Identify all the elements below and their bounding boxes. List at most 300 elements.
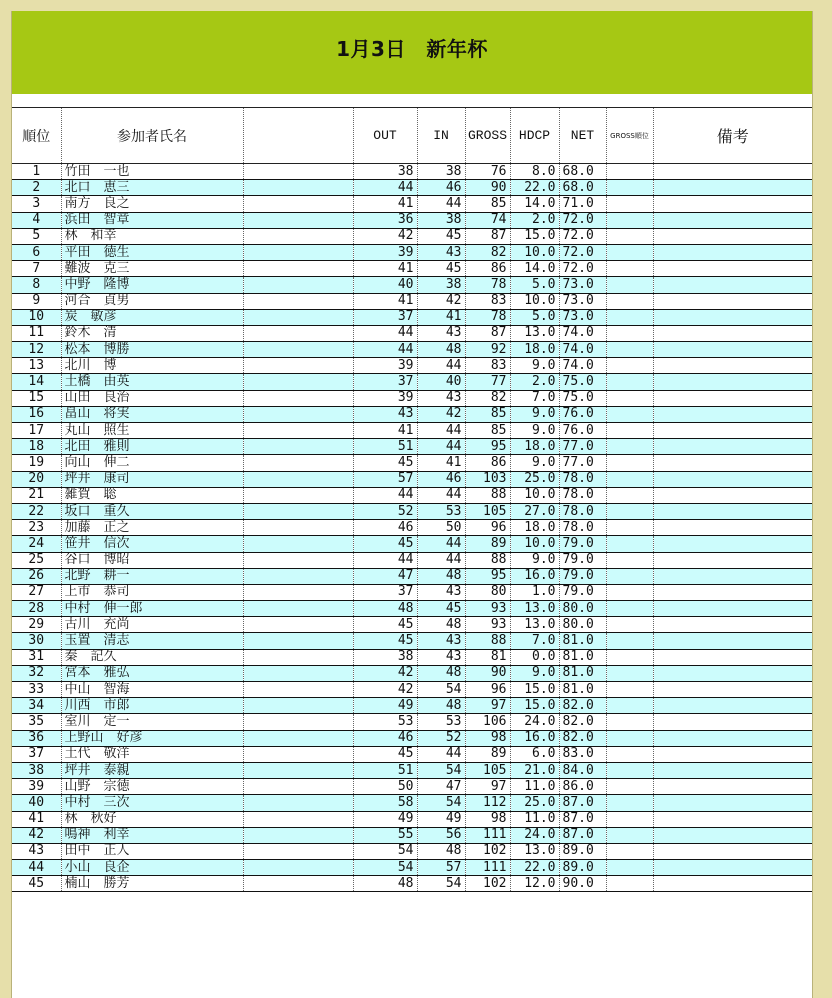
out-cell: 41	[353, 196, 417, 212]
net-cell: 78.0	[559, 471, 606, 487]
table-row	[12, 649, 812, 665]
remarks-cell	[653, 827, 812, 843]
out-cell: 48	[353, 601, 417, 617]
table-row	[12, 811, 812, 827]
table-row	[12, 682, 812, 698]
remarks-cell	[653, 552, 812, 568]
out-cell: 50	[353, 779, 417, 795]
spacer-cell	[243, 439, 353, 455]
spacer-cell	[243, 277, 353, 293]
table-row	[12, 617, 812, 633]
rank-cell: 43	[12, 843, 61, 859]
name-cell: 北田 雅則	[61, 439, 243, 455]
out-cell: 39	[353, 390, 417, 406]
rank-cell: 41	[12, 811, 61, 827]
gross-rank-cell	[606, 358, 653, 374]
table-row	[12, 358, 812, 374]
table-row	[12, 568, 812, 584]
out-cell: 44	[353, 552, 417, 568]
gross-cell: 81	[465, 649, 510, 665]
gross-cell: 97	[465, 698, 510, 714]
hdcp-cell: 13.0	[510, 617, 559, 633]
out-cell: 45	[353, 536, 417, 552]
name-cell: 楠山 勝芳	[61, 876, 243, 892]
gross-cell: 87	[465, 325, 510, 341]
gross-cell: 76	[465, 164, 510, 180]
gross-rank-cell	[606, 536, 653, 552]
table-row	[12, 779, 812, 795]
name-cell: 田中 正人	[61, 843, 243, 859]
remarks-cell	[653, 779, 812, 795]
spacer-cell	[243, 843, 353, 859]
out-cell: 52	[353, 503, 417, 519]
rank-cell: 30	[12, 633, 61, 649]
table-row	[12, 487, 812, 503]
page-title: 1月3日 新年杯	[336, 37, 488, 61]
hdcp-cell: 22.0	[510, 180, 559, 196]
spacer-cell	[243, 503, 353, 519]
hdcp-cell: 21.0	[510, 762, 559, 778]
header-gross: GROSS	[465, 108, 510, 164]
table-row	[12, 261, 812, 277]
out-cell: 38	[353, 649, 417, 665]
spacer-cell	[243, 860, 353, 876]
header-rank: 順位	[12, 108, 61, 164]
table-row	[12, 601, 812, 617]
in-cell: 45	[417, 228, 465, 244]
table-row	[12, 827, 812, 843]
name-cell: 玉置 清志	[61, 633, 243, 649]
gross-cell: 80	[465, 584, 510, 600]
hdcp-cell: 7.0	[510, 390, 559, 406]
table-row	[12, 325, 812, 341]
out-cell: 37	[353, 374, 417, 390]
remarks-cell	[653, 520, 812, 536]
spacer-cell	[243, 633, 353, 649]
name-cell: 川西 市郎	[61, 698, 243, 714]
table-row	[12, 180, 812, 196]
hdcp-cell: 14.0	[510, 196, 559, 212]
hdcp-cell: 10.0	[510, 293, 559, 309]
rank-cell: 15	[12, 390, 61, 406]
hdcp-cell: 14.0	[510, 261, 559, 277]
in-cell: 43	[417, 244, 465, 260]
header-out: OUT	[353, 108, 417, 164]
remarks-cell	[653, 164, 812, 180]
rank-cell: 23	[12, 520, 61, 536]
remarks-cell	[653, 196, 812, 212]
name-cell: 北川 博	[61, 358, 243, 374]
rank-cell: 26	[12, 568, 61, 584]
rank-cell: 42	[12, 827, 61, 843]
table-row	[12, 633, 812, 649]
gross-cell: 85	[465, 196, 510, 212]
in-cell: 41	[417, 455, 465, 471]
in-cell: 43	[417, 325, 465, 341]
remarks-cell	[653, 730, 812, 746]
table-row	[12, 503, 812, 519]
out-cell: 51	[353, 762, 417, 778]
net-cell: 80.0	[559, 601, 606, 617]
gross-cell: 105	[465, 762, 510, 778]
gross-rank-cell	[606, 325, 653, 341]
net-cell: 74.0	[559, 325, 606, 341]
name-cell: 中山 智海	[61, 682, 243, 698]
remarks-cell	[653, 180, 812, 196]
gross-rank-cell	[606, 811, 653, 827]
hdcp-cell: 25.0	[510, 471, 559, 487]
remarks-cell	[653, 536, 812, 552]
table-row	[12, 665, 812, 681]
table-row	[12, 471, 812, 487]
remarks-cell	[653, 374, 812, 390]
gross-cell: 93	[465, 601, 510, 617]
in-cell: 43	[417, 649, 465, 665]
hdcp-cell: 11.0	[510, 811, 559, 827]
spacer-cell	[243, 325, 353, 341]
spacer-cell	[243, 358, 353, 374]
name-cell: 山田 良治	[61, 390, 243, 406]
in-cell: 44	[417, 439, 465, 455]
rank-cell: 3	[12, 196, 61, 212]
table-row	[12, 439, 812, 455]
net-cell: 87.0	[559, 811, 606, 827]
rank-cell: 2	[12, 180, 61, 196]
name-cell: 竹田 一也	[61, 164, 243, 180]
net-cell: 78.0	[559, 520, 606, 536]
gross-cell: 89	[465, 746, 510, 762]
spacer-cell	[243, 795, 353, 811]
gross-rank-cell	[606, 665, 653, 681]
spacer-cell	[243, 196, 353, 212]
spacer-cell	[243, 601, 353, 617]
gross-rank-cell	[606, 633, 653, 649]
results-table	[12, 107, 812, 892]
gross-rank-cell	[606, 471, 653, 487]
remarks-cell	[653, 325, 812, 341]
hdcp-cell: 9.0	[510, 665, 559, 681]
spacer-cell	[243, 342, 353, 358]
rank-cell: 28	[12, 601, 61, 617]
out-cell: 41	[353, 261, 417, 277]
in-cell: 49	[417, 811, 465, 827]
table-row	[12, 876, 812, 892]
remarks-cell	[653, 811, 812, 827]
rank-cell: 44	[12, 860, 61, 876]
hdcp-cell: 27.0	[510, 503, 559, 519]
gross-cell: 93	[465, 617, 510, 633]
hdcp-cell: 8.0	[510, 164, 559, 180]
name-cell: 宮本 雅弘	[61, 665, 243, 681]
gross-cell: 86	[465, 261, 510, 277]
remarks-cell	[653, 860, 812, 876]
hdcp-cell: 16.0	[510, 568, 559, 584]
table-row	[12, 714, 812, 730]
net-cell: 77.0	[559, 439, 606, 455]
net-cell: 79.0	[559, 552, 606, 568]
table-row	[12, 228, 812, 244]
name-cell: 難波 克三	[61, 261, 243, 277]
spacer-cell	[243, 423, 353, 439]
table-row	[12, 390, 812, 406]
out-cell: 44	[353, 325, 417, 341]
in-cell: 54	[417, 795, 465, 811]
table-row	[12, 196, 812, 212]
in-cell: 54	[417, 762, 465, 778]
gross-rank-cell	[606, 439, 653, 455]
in-cell: 45	[417, 261, 465, 277]
remarks-cell	[653, 277, 812, 293]
gross-rank-cell	[606, 503, 653, 519]
spacer-cell	[243, 309, 353, 325]
spacer-cell	[243, 779, 353, 795]
gross-rank-cell	[606, 682, 653, 698]
gross-rank-cell	[606, 309, 653, 325]
name-cell: 上野山 好彦	[61, 730, 243, 746]
hdcp-cell: 13.0	[510, 601, 559, 617]
hdcp-cell: 9.0	[510, 358, 559, 374]
gross-cell: 88	[465, 552, 510, 568]
in-cell: 42	[417, 293, 465, 309]
rank-cell: 39	[12, 779, 61, 795]
name-cell: 雑賀 聡	[61, 487, 243, 503]
in-cell: 54	[417, 876, 465, 892]
gross-rank-cell	[606, 164, 653, 180]
spacer-cell	[243, 584, 353, 600]
net-cell: 72.0	[559, 261, 606, 277]
in-cell: 44	[417, 536, 465, 552]
net-cell: 81.0	[559, 649, 606, 665]
rank-cell: 11	[12, 325, 61, 341]
out-cell: 39	[353, 244, 417, 260]
in-cell: 48	[417, 617, 465, 633]
spacer-cell	[243, 730, 353, 746]
rank-cell: 16	[12, 406, 61, 422]
in-cell: 45	[417, 601, 465, 617]
net-cell: 74.0	[559, 342, 606, 358]
in-cell: 46	[417, 471, 465, 487]
gross-cell: 85	[465, 423, 510, 439]
name-cell: 平田 徳生	[61, 244, 243, 260]
spacer-cell	[243, 568, 353, 584]
rank-cell: 37	[12, 746, 61, 762]
header-in: IN	[417, 108, 465, 164]
gross-rank-cell	[606, 843, 653, 859]
spacer-cell	[243, 212, 353, 228]
net-cell: 82.0	[559, 730, 606, 746]
hdcp-cell: 22.0	[510, 860, 559, 876]
hdcp-cell: 1.0	[510, 584, 559, 600]
results-panel	[11, 11, 813, 998]
net-cell: 72.0	[559, 212, 606, 228]
gross-cell: 96	[465, 682, 510, 698]
hdcp-cell: 9.0	[510, 455, 559, 471]
name-cell: 鳴神 利幸	[61, 827, 243, 843]
net-cell: 79.0	[559, 584, 606, 600]
name-cell: 加藤 正之	[61, 520, 243, 536]
net-cell: 78.0	[559, 487, 606, 503]
spacer-cell	[243, 811, 353, 827]
table-row	[12, 342, 812, 358]
in-cell: 43	[417, 584, 465, 600]
spacer-cell	[243, 746, 353, 762]
hdcp-cell: 15.0	[510, 228, 559, 244]
remarks-cell	[653, 633, 812, 649]
table-row	[12, 795, 812, 811]
hdcp-cell: 24.0	[510, 827, 559, 843]
in-cell: 57	[417, 860, 465, 876]
hdcp-cell: 2.0	[510, 374, 559, 390]
table-row	[12, 244, 812, 260]
header-spacer	[243, 108, 353, 164]
hdcp-cell: 9.0	[510, 552, 559, 568]
name-cell: 丸山 照生	[61, 423, 243, 439]
gross-cell: 82	[465, 244, 510, 260]
net-cell: 68.0	[559, 180, 606, 196]
hdcp-cell: 15.0	[510, 698, 559, 714]
name-cell: 向山 伸二	[61, 455, 243, 471]
name-cell: 炭 敏彦	[61, 309, 243, 325]
rank-cell: 21	[12, 487, 61, 503]
spacer-cell	[243, 714, 353, 730]
gross-rank-cell	[606, 261, 653, 277]
header-remarks: 備考	[653, 108, 812, 164]
gross-cell: 88	[465, 633, 510, 649]
spacer-cell	[243, 228, 353, 244]
in-cell: 43	[417, 390, 465, 406]
hdcp-cell: 12.0	[510, 876, 559, 892]
rank-cell: 34	[12, 698, 61, 714]
remarks-cell	[653, 649, 812, 665]
table-row	[12, 277, 812, 293]
in-cell: 53	[417, 714, 465, 730]
net-cell: 72.0	[559, 244, 606, 260]
hdcp-cell: 9.0	[510, 406, 559, 422]
table-row	[12, 698, 812, 714]
out-cell: 42	[353, 665, 417, 681]
in-cell: 48	[417, 698, 465, 714]
net-cell: 87.0	[559, 795, 606, 811]
hdcp-cell: 2.0	[510, 212, 559, 228]
remarks-cell	[653, 762, 812, 778]
in-cell: 44	[417, 358, 465, 374]
in-cell: 44	[417, 746, 465, 762]
in-cell: 53	[417, 503, 465, 519]
gross-rank-cell	[606, 277, 653, 293]
hdcp-cell: 5.0	[510, 309, 559, 325]
table-row	[12, 406, 812, 422]
spacer-cell	[243, 617, 353, 633]
in-cell: 38	[417, 164, 465, 180]
header-name: 参加者氏名	[61, 108, 243, 164]
rank-cell: 20	[12, 471, 61, 487]
hdcp-cell: 15.0	[510, 682, 559, 698]
net-cell: 90.0	[559, 876, 606, 892]
name-cell: 坪井 泰親	[61, 762, 243, 778]
net-cell: 82.0	[559, 714, 606, 730]
hdcp-cell: 0.0	[510, 649, 559, 665]
net-cell: 87.0	[559, 827, 606, 843]
header-hdcp: HDCP	[510, 108, 559, 164]
name-cell: 笹井 信次	[61, 536, 243, 552]
gross-rank-cell	[606, 860, 653, 876]
table-row	[12, 423, 812, 439]
remarks-cell	[653, 212, 812, 228]
remarks-cell	[653, 293, 812, 309]
rank-cell: 29	[12, 617, 61, 633]
gross-rank-cell	[606, 698, 653, 714]
hdcp-cell: 16.0	[510, 730, 559, 746]
net-cell: 80.0	[559, 617, 606, 633]
remarks-cell	[653, 309, 812, 325]
hdcp-cell: 10.0	[510, 536, 559, 552]
net-cell: 73.0	[559, 293, 606, 309]
gross-rank-cell	[606, 876, 653, 892]
out-cell: 54	[353, 860, 417, 876]
spacer-cell	[243, 293, 353, 309]
spacer-cell	[243, 390, 353, 406]
name-cell: 中村 伸一郎	[61, 601, 243, 617]
gross-rank-cell	[606, 342, 653, 358]
remarks-cell	[653, 682, 812, 698]
hdcp-cell: 6.0	[510, 746, 559, 762]
net-cell: 76.0	[559, 406, 606, 422]
rank-cell: 40	[12, 795, 61, 811]
out-cell: 41	[353, 293, 417, 309]
out-cell: 41	[353, 423, 417, 439]
gross-rank-cell	[606, 406, 653, 422]
name-cell: 浜田 智章	[61, 212, 243, 228]
rank-cell: 13	[12, 358, 61, 374]
in-cell: 44	[417, 552, 465, 568]
name-cell: 土代 敬洋	[61, 746, 243, 762]
name-cell: 河合 貞男	[61, 293, 243, 309]
net-cell: 86.0	[559, 779, 606, 795]
gross-rank-cell	[606, 762, 653, 778]
gross-cell: 90	[465, 180, 510, 196]
net-cell: 77.0	[559, 455, 606, 471]
name-cell: 林 和幸	[61, 228, 243, 244]
hdcp-cell: 18.0	[510, 439, 559, 455]
name-cell: 室川 定一	[61, 714, 243, 730]
table-row	[12, 455, 812, 471]
spacer-cell	[243, 261, 353, 277]
gross-cell: 82	[465, 390, 510, 406]
out-cell: 44	[353, 180, 417, 196]
name-cell: 畠山 将実	[61, 406, 243, 422]
spacer-cell	[243, 762, 353, 778]
rank-cell: 27	[12, 584, 61, 600]
net-cell: 68.0	[559, 164, 606, 180]
name-cell: 秦 記久	[61, 649, 243, 665]
gross-rank-cell	[606, 244, 653, 260]
net-cell: 79.0	[559, 568, 606, 584]
net-cell: 73.0	[559, 277, 606, 293]
spacer-cell	[243, 698, 353, 714]
in-cell: 46	[417, 180, 465, 196]
table-row	[12, 746, 812, 762]
hdcp-cell: 9.0	[510, 423, 559, 439]
net-cell: 73.0	[559, 309, 606, 325]
spacer-cell	[243, 374, 353, 390]
in-cell: 41	[417, 309, 465, 325]
spacer-cell	[243, 455, 353, 471]
table-row	[12, 536, 812, 552]
net-cell: 78.0	[559, 503, 606, 519]
rank-cell: 17	[12, 423, 61, 439]
name-cell: 北口 恵三	[61, 180, 243, 196]
in-cell: 47	[417, 779, 465, 795]
